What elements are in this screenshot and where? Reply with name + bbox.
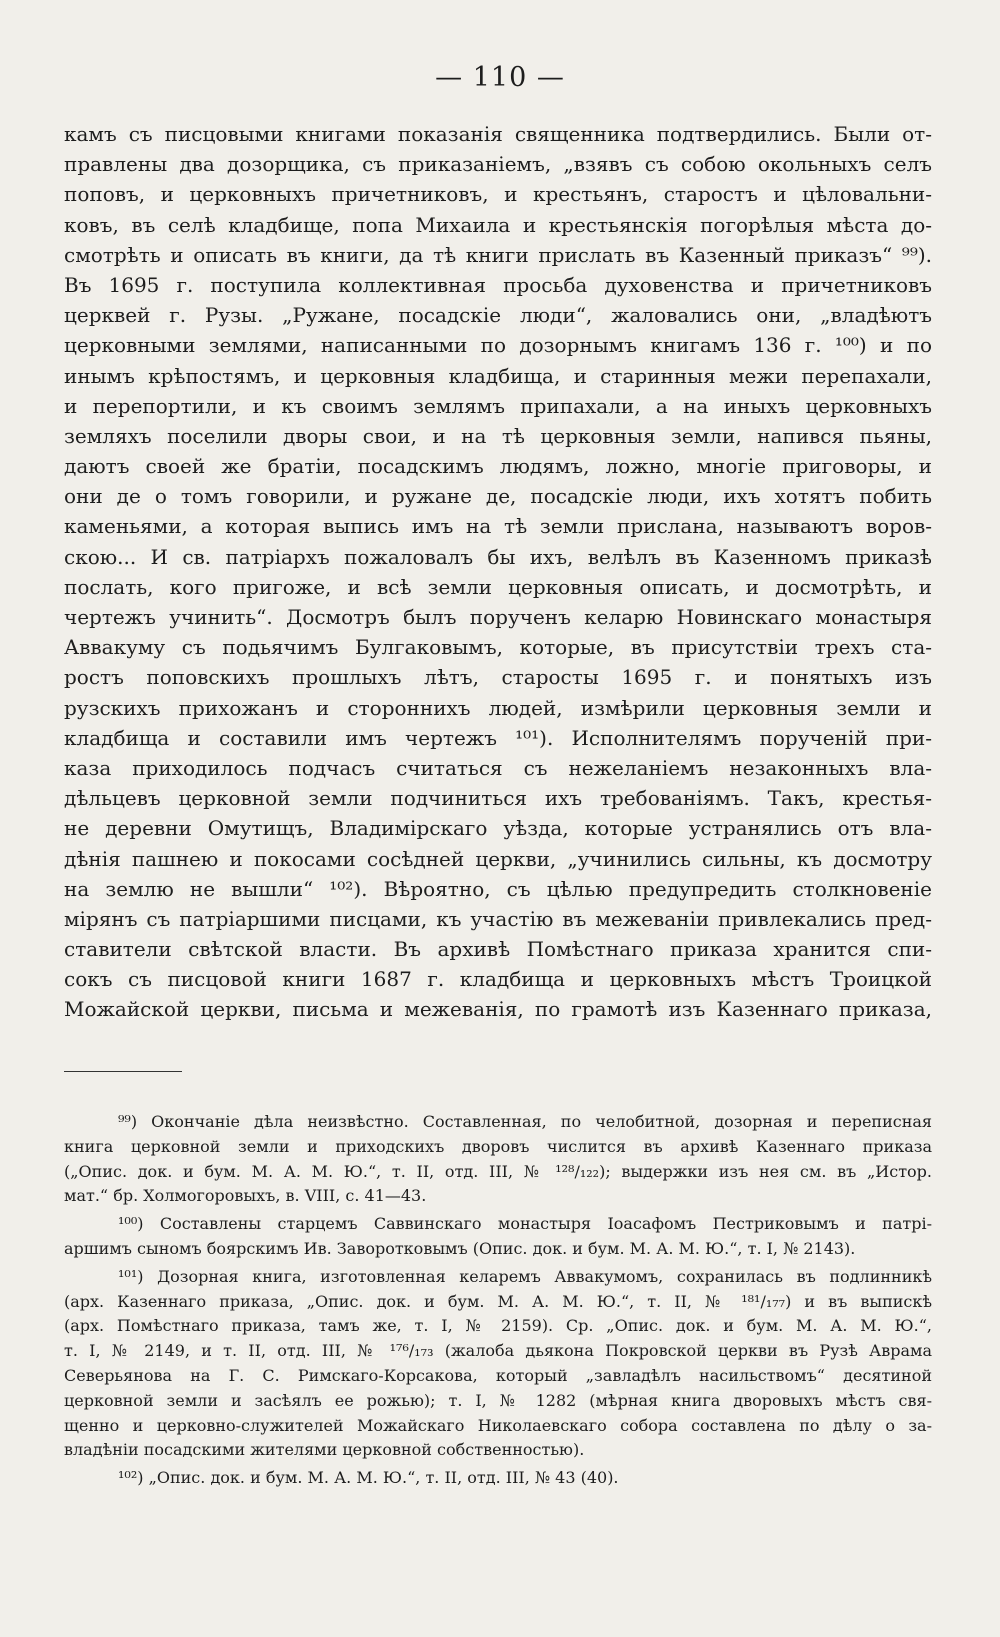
footnote-line: Северьянова на Г. С. Римскаго-Корсакова, который „завладѣлъ насильствомъ“ десятиной xyxy=(64,1365,932,1385)
text-line: камъ съ писцовыми книгами показанія священника подтвердились. Были от- xyxy=(64,122,932,146)
text-line: скою... И св. патріархъ пожаловалъ бы ихъ, велѣлъ въ Казенномъ приказѣ xyxy=(64,544,932,569)
footnote-line: („Опис. док. и бум. М. А. М. Ю.“, т. II, отд. III, № ¹²⁸/₁₂₂); выдержки изъ нея см. въ „Истор. xyxy=(64,1161,932,1181)
text-line: на землю не вышли“ ¹⁰²). Вѣроятно, съ цѣлью предупредить столкновеніе xyxy=(64,876,932,901)
main-text xyxy=(64,119,932,1025)
footnote-line: книга церковной земли и приходскихъ дворовъ числится въ архивѣ Казеннаго приказа xyxy=(64,1136,932,1156)
text-line: ставители свѣтской власти. Въ архивѣ Помѣстнаго приказа хранится спи- xyxy=(64,937,932,962)
text-line: они де о томъ говорили, и ружане де, посадскіе люди, ихъ хотятъ побить xyxy=(64,484,932,509)
text-line: Въ 1695 г. поступила коллективная просьба духовенства и причетниковъ xyxy=(64,272,932,297)
text-line: и перепортили, и къ своимъ землямъ припахали, а на иныхъ церковныхъ xyxy=(64,393,932,418)
text-line: Можайской церкви, письма и межеванія, по грамотѣ изъ Казеннаго приказа, xyxy=(64,997,932,1022)
footnote-line: ¹⁰¹) Дозорная книга, изготовленная келаремъ Аввакумомъ, сохранилась въ подлинникѣ xyxy=(118,1266,932,1286)
text-line: каза приходилось подчасъ считаться съ нежеланіемъ незаконныхъ вла- xyxy=(64,755,932,780)
footnote-line: мат.“ бр. Холмогоровыхъ, в. VIII, с. 41—43. xyxy=(64,1186,427,1206)
text-line: ростъ поповскихъ прошлыхъ лѣтъ, старосты 1695 г. и понятыхъ изъ xyxy=(64,665,932,690)
text-line: правлены два дозорщика, съ приказаніемъ, „взявъ съ собою окольныхъ селъ xyxy=(64,152,932,177)
footnote-line: (арх. Казеннаго приказа, „Опис. док. и бум. М. А. М. Ю.“, т. II, № ¹⁸¹/₁₇₇) и въ выпискѣ xyxy=(64,1291,932,1311)
text-line: Аввакуму съ подьячимъ Булгаковымъ, которые, въ присутствіи трехъ ста- xyxy=(64,635,932,660)
footnote-separator xyxy=(64,1071,182,1072)
text-line: ковъ, въ селѣ кладбище, попа Михаила и крестьянскія погорѣлыя мѣста до- xyxy=(64,212,932,237)
text-line: чертежъ учинить“. Досмотръ былъ порученъ келарю Новинскаго монастыря xyxy=(64,605,932,629)
page-number: — 110 — xyxy=(435,62,565,93)
text-line: послать, кого пригоже, и всѣ земли церковныя описать, и досмотрѣть, и xyxy=(64,574,932,599)
footnote-line: т. I, № 2149, и т. II, отд. III, № ¹⁷⁶/₁₇₃ (жалоба дьякона Покровской церкви въ Рузѣ Аврама xyxy=(64,1341,932,1361)
text-line: кладбища и составили имъ чертежъ ¹⁰¹). Исполнителямъ порученій при- xyxy=(64,725,932,750)
text-line: мірянъ съ патріаршими писцами, къ участію въ межеваніи привлекались пред- xyxy=(64,906,932,931)
text-line: сокъ съ писцовой книги 1687 г. кладбища и церковныхъ мѣстъ Троицкой xyxy=(64,967,932,992)
footnote-line: владѣніи посадскими жителями церковной собственностью). xyxy=(64,1440,585,1460)
text-line: церковными землями, написанными по дозорнымъ книгамъ 136 г. ¹⁰⁰) и по xyxy=(64,333,932,358)
footnote-line: ¹⁰²) „Опис. док. и бум. М. А. М. Ю.“, т. II, отд. III, № 43 (40). xyxy=(118,1468,619,1488)
text-line: церквей г. Рузы. „Ружане, посадскіе люди“, жаловались они, „владѣютъ xyxy=(64,303,932,328)
text-line: поповъ, и церковныхъ причетниковъ, и крестьянъ, старостъ и цѣловальни- xyxy=(64,182,932,207)
text-line: дѣльцевъ церковной земли подчиниться ихъ требованіямъ. Такъ, крестья- xyxy=(64,786,932,811)
text-line: не деревни Омутищъ, Владимірскаго уѣзда, которые устранялись отъ вла- xyxy=(64,816,932,841)
text-line: даютъ своей же братіи, посадскимъ людямъ, ложно, многіе приговоры, и xyxy=(64,454,932,479)
text-line: дѣнія пашнею и покосами сосѣдней церкви, „учинились сильны, къ досмотру xyxy=(64,846,932,871)
footnote-line: церковной земли и засѣялъ ее рожью); т. I, № 1282 (мѣрная книга дворовыхъ мѣстъ свя- xyxy=(64,1390,932,1410)
text-line: земляхъ поселили дворы свои, и на тѣ церковныя земли, напився пьяны, xyxy=(64,423,932,448)
footnotes xyxy=(64,1110,932,1491)
footnote-line: щенно и церковно-служителей Можайскаго Николаевскаго собора составлена по дѣлу о за- xyxy=(64,1415,932,1435)
footnote-line: аршимъ сыномъ боярскимъ Ив. Заворотковымъ (Опис. док. и бум. М. А. М. Ю.“, т. I, № 2143). xyxy=(64,1238,856,1258)
text-line: каменьями, а которая выпись имъ на тѣ земли прислана, называютъ воров- xyxy=(64,514,932,539)
footnote-line: (арх. Помѣстнаго приказа, тамъ же, т. I, № 2159). Ср. „Опис. док. и бум. М. А. М. Ю.“, xyxy=(64,1316,932,1336)
footnote-line: ⁹⁹) Окончаніе дѣла неизвѣстно. Составленная, по челобитной, дозорная и переписная xyxy=(118,1112,932,1131)
text-line: инымъ крѣпостямъ, и церковныя кладбища, и старинныя межи перепахали, xyxy=(64,363,932,388)
text-line: смотрѣть и описать въ книги, да тѣ книги прислать въ Казенный приказъ“ ⁹⁹). xyxy=(64,242,932,267)
text-line: рузскихъ прихожанъ и стороннихъ людей, измѣрили церковныя земли и xyxy=(64,695,932,720)
footnote-line: ¹⁰⁰) Составлены старцемъ Саввинскаго монастыря Іоасафомъ Пестриковымъ и патрі- xyxy=(118,1214,932,1234)
